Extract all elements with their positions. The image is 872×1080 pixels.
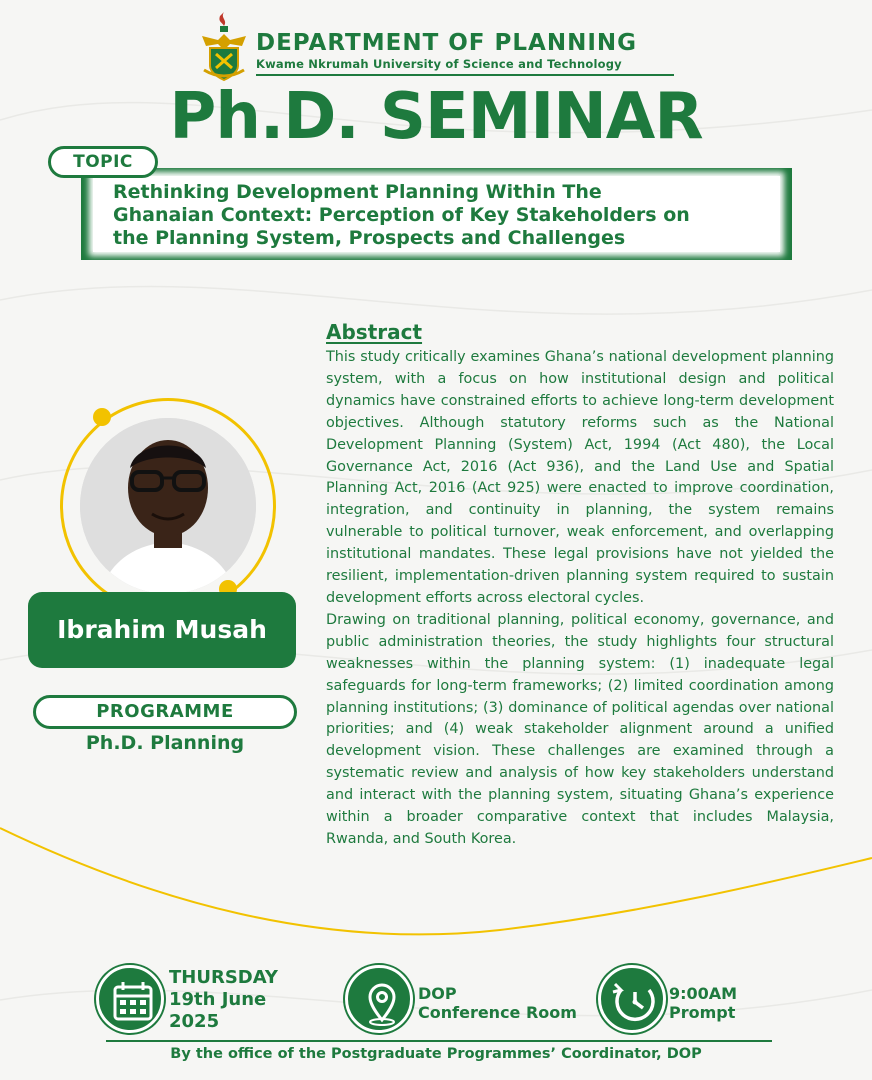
topic-label: TOPIC — [48, 146, 158, 178]
topic-line: the Planning System, Prospects and Challenges — [113, 227, 626, 249]
date-line: 19th June — [169, 989, 267, 1010]
topic-line: Rethinking Development Planning Within The — [113, 181, 602, 203]
topic-line: Ghanaian Context: Perception of Key Stakeholders on — [113, 204, 690, 226]
footer-divider — [106, 1040, 772, 1042]
decorative-dot — [93, 408, 111, 426]
speaker-photo — [80, 418, 256, 594]
topic-title — [113, 181, 793, 250]
venue-line: DOP — [418, 984, 457, 1003]
location-pin-icon — [345, 965, 413, 1033]
clock-icon — [598, 965, 666, 1033]
abstract-paragraph: Drawing on traditional planning, political economy, governance, and public administration theories, the study highlights four structural weaknesses within the planning system: (1) inadequate legal safeguards for long-term frameworks; (2) limited coordination among planning institutions; (3) dominance of political agendas over national priorities; and (4) weak stakeholder alignment around a unified development vision. These challenges are examined through a systematic review and analysis of how key stakeholders understand and interact with the planning system, situating Ghana’s experience within a broader comparative context that includes Malaysia, Rwanda, and South Korea. — [326, 611, 834, 847]
seminar-title: Ph.D. SEMINAR — [169, 80, 703, 154]
time-note: Prompt — [669, 1003, 736, 1022]
date-year: 2025 — [169, 1011, 220, 1032]
event-time — [669, 984, 737, 1022]
department-name: DEPARTMENT OF PLANNING — [256, 30, 638, 56]
abstract-paragraph: This study critically examines Ghana’s national development planning system, with a focus on how institutional design and political dynamics have constrained efforts to achieve long-term development objectives. Although statutory reforms such as the National Development Planning (System) Act, 1994 (Act 480), the Local Governance Act, 2016 (Act 936), and the Land Use and Spatial Planning Act, 2016 (Act 925) were enacted to improve coordination, integration, and continuity in planning, the system remains vulnerable to political turnover, weak enforcement, and overlapping institutional mandates. These legal provisions have not yielded the resilient, implementation-driven planning system required to sustain development efforts across electoral cycles. — [326, 349, 834, 606]
event-date — [169, 967, 278, 1033]
university-crest — [198, 10, 250, 84]
venue-line: Conference Room — [418, 1003, 577, 1022]
abstract-heading: Abstract — [326, 320, 423, 344]
speaker-name: Ibrahim Musah — [28, 592, 296, 668]
programme-label: PROGRAMME — [33, 695, 297, 729]
programme-value: Ph.D. Planning — [85, 732, 245, 754]
header-divider — [256, 74, 674, 76]
abstract-body — [326, 347, 834, 851]
event-venue — [418, 984, 577, 1022]
calendar-icon — [96, 965, 164, 1033]
university-name: Kwame Nkrumah University of Science and Technology — [256, 57, 622, 71]
time-value: 9:00AM — [669, 984, 738, 1003]
footer-credit: By the office of the Postgraduate Programmes’ Coordinator, DOP — [170, 1046, 702, 1062]
date-day: THURSDAY — [169, 967, 278, 988]
